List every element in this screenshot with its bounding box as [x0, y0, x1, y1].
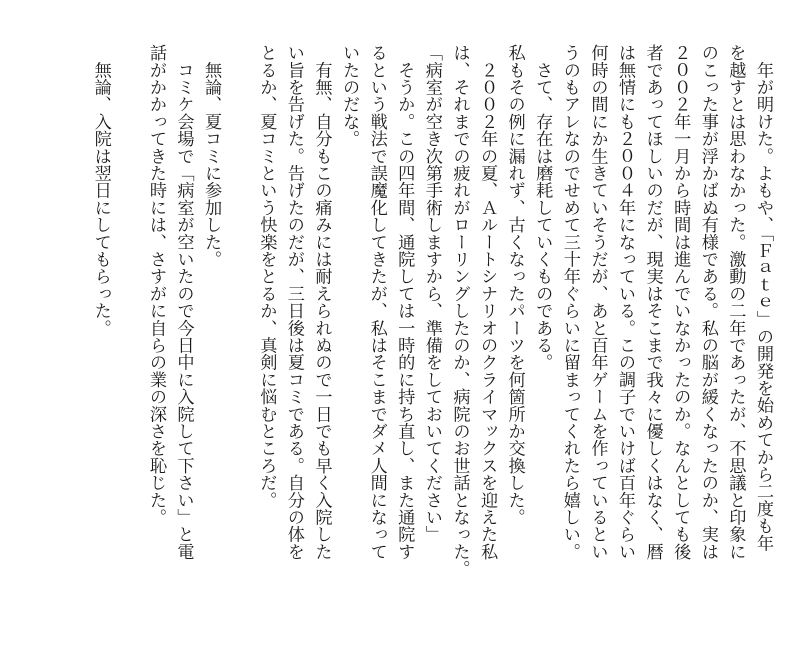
text-line: 者であってほしいのだが、現実はそこまで我々に優しくはなく、暦 — [642, 44, 663, 560]
text-line: 「病室が空き次第手術しますから、準備をしておいてください」 — [421, 44, 442, 543]
text-line: は、それまでの疲れがローリングしたのか、病院のお世話となった。 — [449, 44, 470, 578]
text-line: 私もその例に漏れず、古くなったパーツを何箇所か交換した。 — [504, 44, 525, 526]
text-line: ２００２年の夏、Ａルートシナリオのクライマックスを迎えた私 — [477, 44, 498, 560]
text-line: 無論、入院は翌日にしてもらった。 — [90, 44, 111, 337]
text-line: 有無、自分もこの痛みには耐えられぬので一日でも早く入院した — [311, 44, 332, 560]
text-line: いたのだな。 — [339, 44, 360, 148]
text-line: とるか、夏コミという快楽をとるか、真剣に悩むところだ。 — [256, 44, 277, 509]
text-line: は無情にも２００４年になっている。この調子でいけば百年ぐらい — [615, 44, 636, 560]
text-line: ２００２年一月から時間は進んでいなかったのか。なんとしても後 — [670, 44, 691, 560]
text-line: 何時の間にか生きていそうだが、あと百年ゲームを作っているとい — [587, 44, 608, 560]
text-line: 年が明けた。よもや、「Ｆａｔｅ」の開発を始めてから二度も年 — [753, 44, 773, 552]
text-line: を越すとは思わなかった。激動の二年であったが、不思議と印象に — [725, 44, 746, 560]
text-line: そうか。この四年間、通院しては一時的に持ち直し、また通院す — [394, 44, 415, 560]
blank-line — [224, 44, 252, 644]
text-line: さて、存在は磨耗していくものである。 — [532, 44, 553, 371]
text-line: コミケ会場で「病室が空いたので今日中に入院して下さい」と電 — [173, 44, 194, 560]
text-line: うのもアレなのでせめて三十年ぐらいに留まってくれたら嬉しい。 — [559, 44, 580, 560]
text-line: るという戦法で誤魔化してきたが、私はそこまでダメ人間になって — [366, 44, 387, 560]
text-line: 話がかかってきた時には、さすがに自らの業の深さを恥じた。 — [145, 44, 166, 526]
blank-line — [114, 44, 142, 644]
text-line: い旨を告げた。告げたのだが、三日後は夏コミである。自分の体を — [283, 44, 304, 560]
text-line: 無論、夏コミに参加した。 — [201, 44, 222, 268]
text-line: のこった事が浮かばぬ有様である。私の脳が緩くなったのか、実は — [697, 44, 718, 560]
vertical-text-body — [86, 44, 776, 644]
